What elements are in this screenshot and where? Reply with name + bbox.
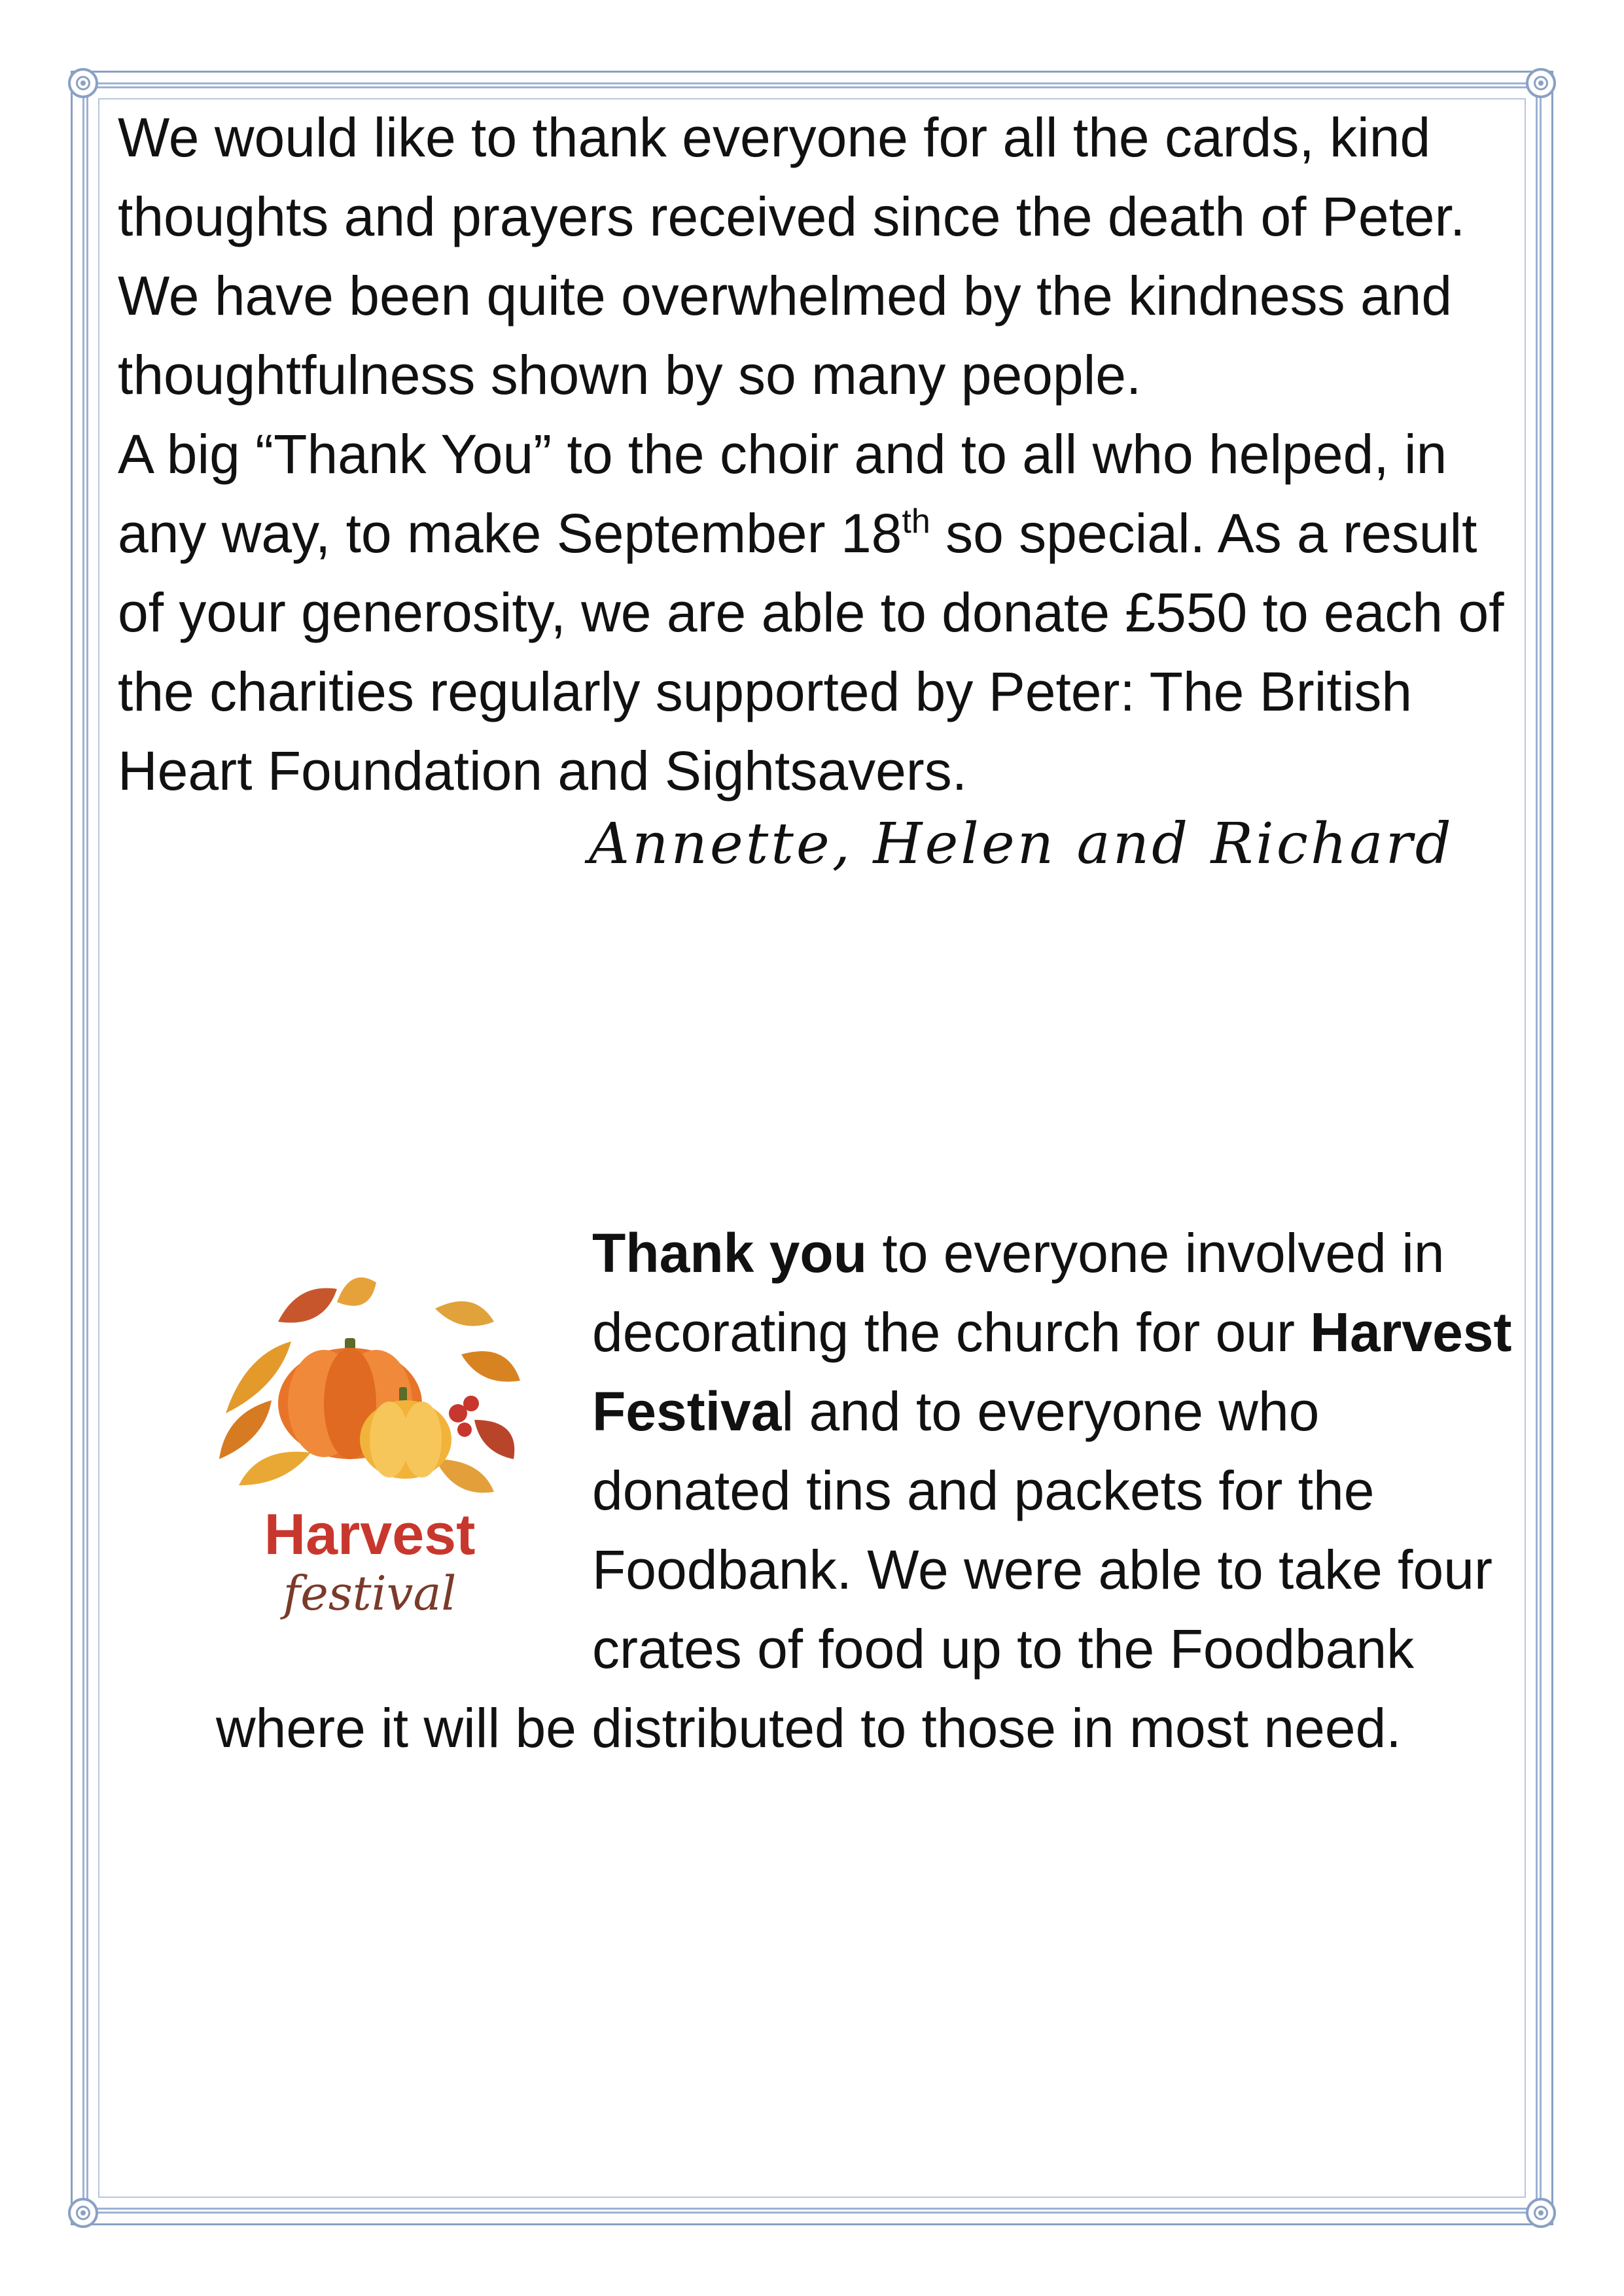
corner-ornament-top-right [1526,68,1556,98]
letter-line: thoughts and prayers received since the death of Peter. [118,186,1466,247]
letter-line: the charities regularly supported by Peter: The British [118,661,1413,722]
harvest-line [592,1372,1547,1451]
harvest-line: Foodbank. We were able to take four [592,1539,1492,1600]
letter-line: A big “Thank You” to the choir and to all who helped, in [118,423,1447,485]
letter-line [118,494,1531,573]
harvest-text: l and to everyone who [781,1381,1320,1442]
harvest-bold: Festiva [592,1381,782,1442]
harvest-festival-logo [200,1263,540,1629]
harvest-bold: Thank you [592,1222,868,1284]
harvest-line [592,1293,1547,1372]
harvest-thanks [592,1214,1547,1689]
letter-text: so special. As a result [930,503,1477,564]
harvest-text: to everyone involved in [867,1222,1445,1284]
corner-ornament-bottom-right [1526,2198,1556,2228]
signature: Annette, Helen and Richard [589,811,1454,877]
logo-word-harvest: Harvest [264,1502,476,1566]
logo-word-festival: festival [283,1566,457,1621]
ordinal-suffix: th [902,503,930,540]
harvest-line: where it will be distributed to those in most need. [216,1697,1402,1759]
harvest-line: crates of food up to the Foodbank [592,1618,1415,1680]
harvest-line [592,1214,1547,1293]
pumpkin-icon [278,1338,479,1479]
harvest-bold: Harvest [1310,1301,1512,1363]
corner-ornament-top-left [68,68,98,98]
thank-you-letter [118,98,1531,811]
harvest-text: decorating the church for our [592,1301,1311,1363]
letter-line: of your generosity, we are able to donate £550 to each of [118,582,1504,643]
harvest-line: donated tins and packets for the [592,1460,1375,1521]
letter-line: Heart Foundation and Sightsavers. [118,740,968,802]
letter-text: any way, to make September 18 [118,503,902,564]
letter-line: We have been quite overwhelmed by the kindness and [118,265,1453,327]
letter-line: We would like to thank everyone for all the cards, kind [118,107,1431,168]
letter-line: thoughtfulness shown by so many people. [118,344,1142,406]
corner-ornament-bottom-left [68,2198,98,2228]
